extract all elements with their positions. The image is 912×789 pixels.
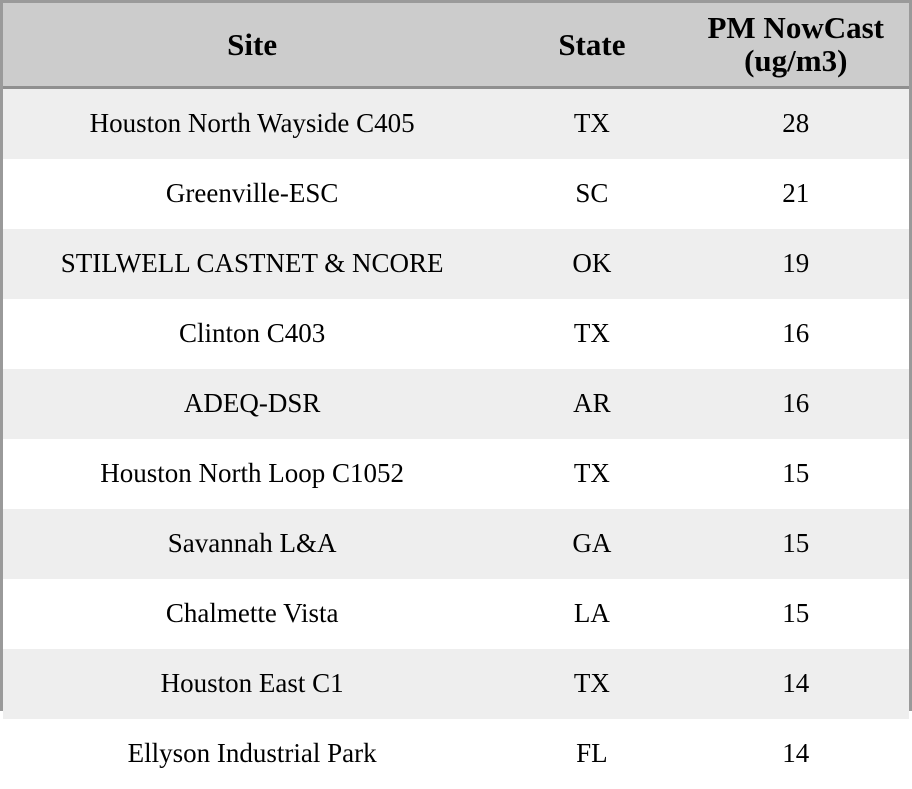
pm-nowcast-table — [3, 3, 909, 789]
cell-site: Houston East C1 — [3, 649, 501, 719]
column-header-state: State — [501, 3, 682, 87]
cell-pm-nowcast: 14 — [682, 719, 909, 789]
cell-site: STILWELL CASTNET & NCORE — [3, 229, 501, 299]
column-header-pm-nowcast: PM NowCast (ug/m3) — [682, 3, 909, 87]
cell-state: LA — [501, 579, 682, 649]
cell-site: Houston North Loop C1052 — [3, 439, 501, 509]
table-row — [3, 649, 909, 719]
cell-pm-nowcast: 21 — [682, 159, 909, 229]
cell-pm-nowcast: 15 — [682, 509, 909, 579]
cell-site: Clinton C403 — [3, 299, 501, 369]
cell-state: TX — [501, 87, 682, 159]
table-row — [3, 579, 909, 649]
cell-pm-nowcast: 15 — [682, 439, 909, 509]
cell-state: FL — [501, 719, 682, 789]
cell-state: OK — [501, 229, 682, 299]
cell-pm-nowcast: 28 — [682, 87, 909, 159]
cell-state: TX — [501, 649, 682, 719]
cell-state: SC — [501, 159, 682, 229]
cell-site: Savannah L&A — [3, 509, 501, 579]
cell-pm-nowcast: 16 — [682, 299, 909, 369]
column-header-site: Site — [3, 3, 501, 87]
cell-site: Chalmette Vista — [3, 579, 501, 649]
cell-site: ADEQ-DSR — [3, 369, 501, 439]
table-row — [3, 229, 909, 299]
table-row — [3, 509, 909, 579]
table-header-row — [3, 3, 909, 87]
table-header — [3, 3, 909, 87]
cell-state: AR — [501, 369, 682, 439]
cell-site: Ellyson Industrial Park — [3, 719, 501, 789]
cell-site: Greenville-ESC — [3, 159, 501, 229]
table-row — [3, 719, 909, 789]
cell-pm-nowcast: 16 — [682, 369, 909, 439]
table-row — [3, 87, 909, 159]
cell-state: TX — [501, 439, 682, 509]
cell-state: TX — [501, 299, 682, 369]
table-row — [3, 299, 909, 369]
table-row — [3, 159, 909, 229]
table-body — [3, 87, 909, 789]
cell-site: Houston North Wayside C405 — [3, 87, 501, 159]
cell-pm-nowcast: 19 — [682, 229, 909, 299]
cell-pm-nowcast: 14 — [682, 649, 909, 719]
table-row — [3, 439, 909, 509]
cell-state: GA — [501, 509, 682, 579]
cell-pm-nowcast: 15 — [682, 579, 909, 649]
table-row — [3, 369, 909, 439]
